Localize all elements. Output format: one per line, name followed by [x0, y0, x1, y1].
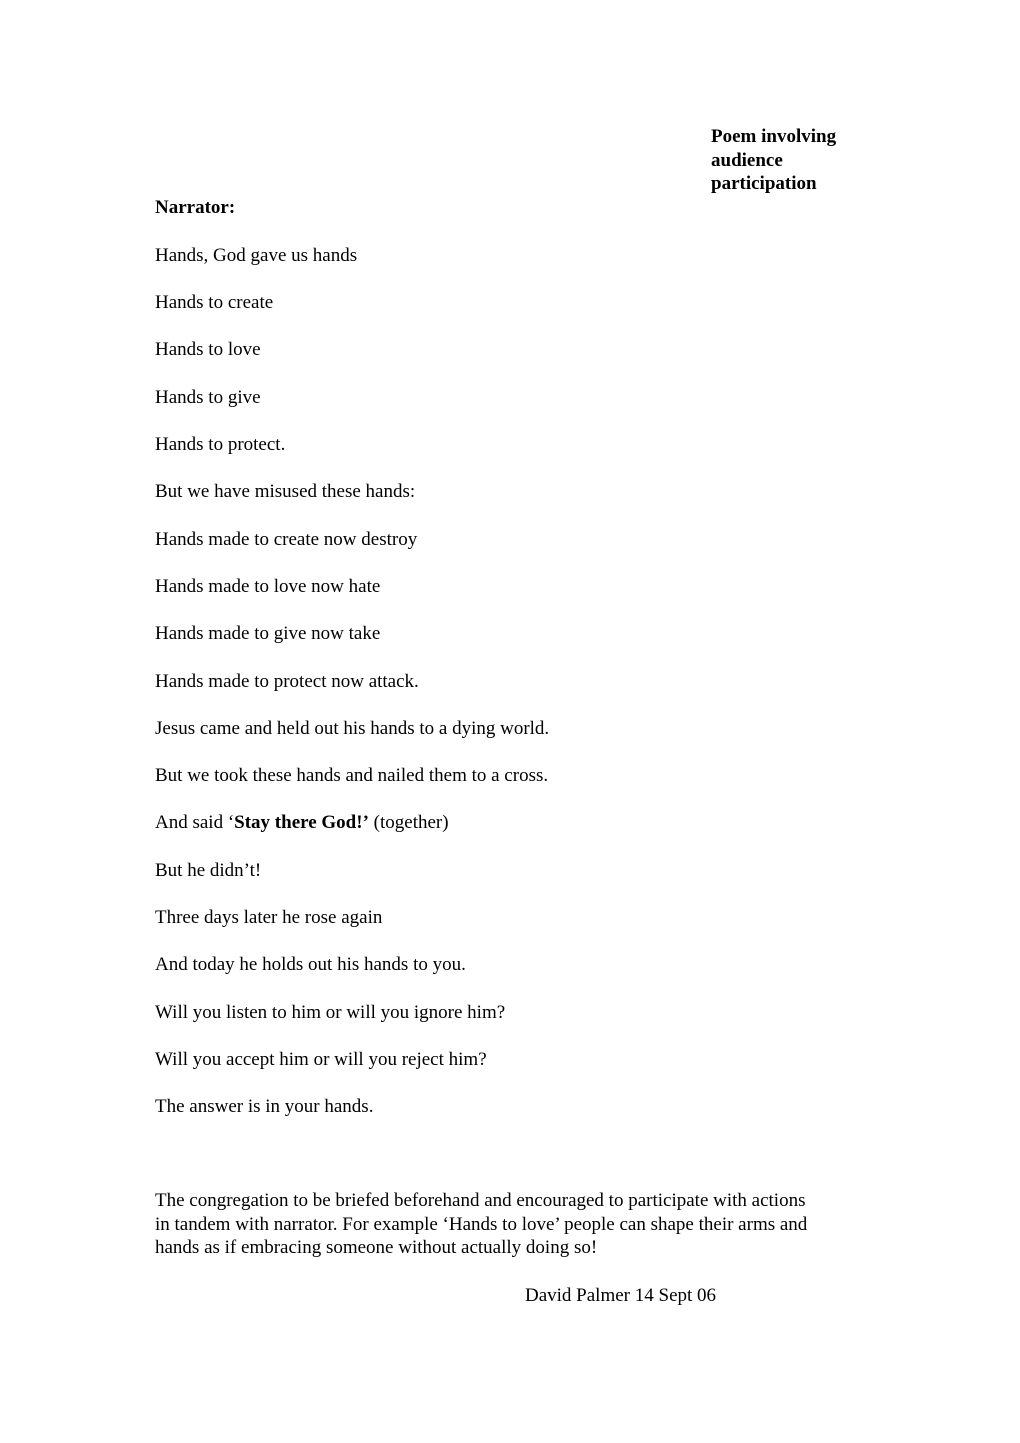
note-line: hands as if embracing someone without actually doing so! — [155, 1237, 598, 1258]
title-line: participation — [711, 173, 817, 194]
poem-line: Hands to love — [155, 339, 261, 360]
document-title — [711, 125, 911, 196]
poem-line: Will you accept him or will you reject him? — [155, 1049, 487, 1070]
poem-line: Hands, God gave us hands — [155, 245, 358, 266]
poem-line: And today he holds out his hands to you. — [155, 954, 466, 975]
together-prefix: And said ‘ — [155, 812, 235, 833]
title-line: audience — [711, 149, 783, 171]
poem-line: Hands made to protect now attack. — [155, 671, 419, 692]
poem-line: But we have misused these hands: — [155, 481, 416, 502]
poem-line: Jesus came and held out his hands to a dying world. — [155, 718, 550, 739]
note-line: in tandem with narrator. For example ‘Hands to love’ people can shape their arms and — [155, 1213, 808, 1235]
poem-line: Hands to create — [155, 292, 274, 313]
instruction-note — [155, 1189, 875, 1260]
together-line — [155, 811, 449, 835]
poem-line: Will you listen to him or will you ignore him? — [155, 1002, 506, 1023]
poem-line: Three days later he rose again — [155, 907, 383, 928]
together-bold-phrase: Stay there God!’ — [234, 812, 369, 833]
author-signature: David Palmer 14 Sept 06 — [525, 1285, 717, 1306]
poem-line: But we took these hands and nailed them to a cross. — [155, 765, 549, 786]
together-suffix: (together) — [368, 812, 449, 833]
poem-line: The answer is in your hands. — [155, 1096, 374, 1117]
note-line: The congregation to be briefed beforehand and encouraged to participate with actions — [155, 1190, 806, 1211]
speaker-label: Narrator: — [155, 197, 236, 218]
title-line: Poem involving — [711, 126, 837, 147]
poem-line: Hands made to create now destroy — [155, 529, 418, 550]
poem-line: But he didn’t! — [155, 860, 262, 881]
poem-line: Hands to protect. — [155, 434, 286, 455]
poem-line: Hands made to give now take — [155, 623, 381, 644]
poem-line: Hands made to love now hate — [155, 576, 381, 597]
poem-line: Hands to give — [155, 387, 261, 408]
